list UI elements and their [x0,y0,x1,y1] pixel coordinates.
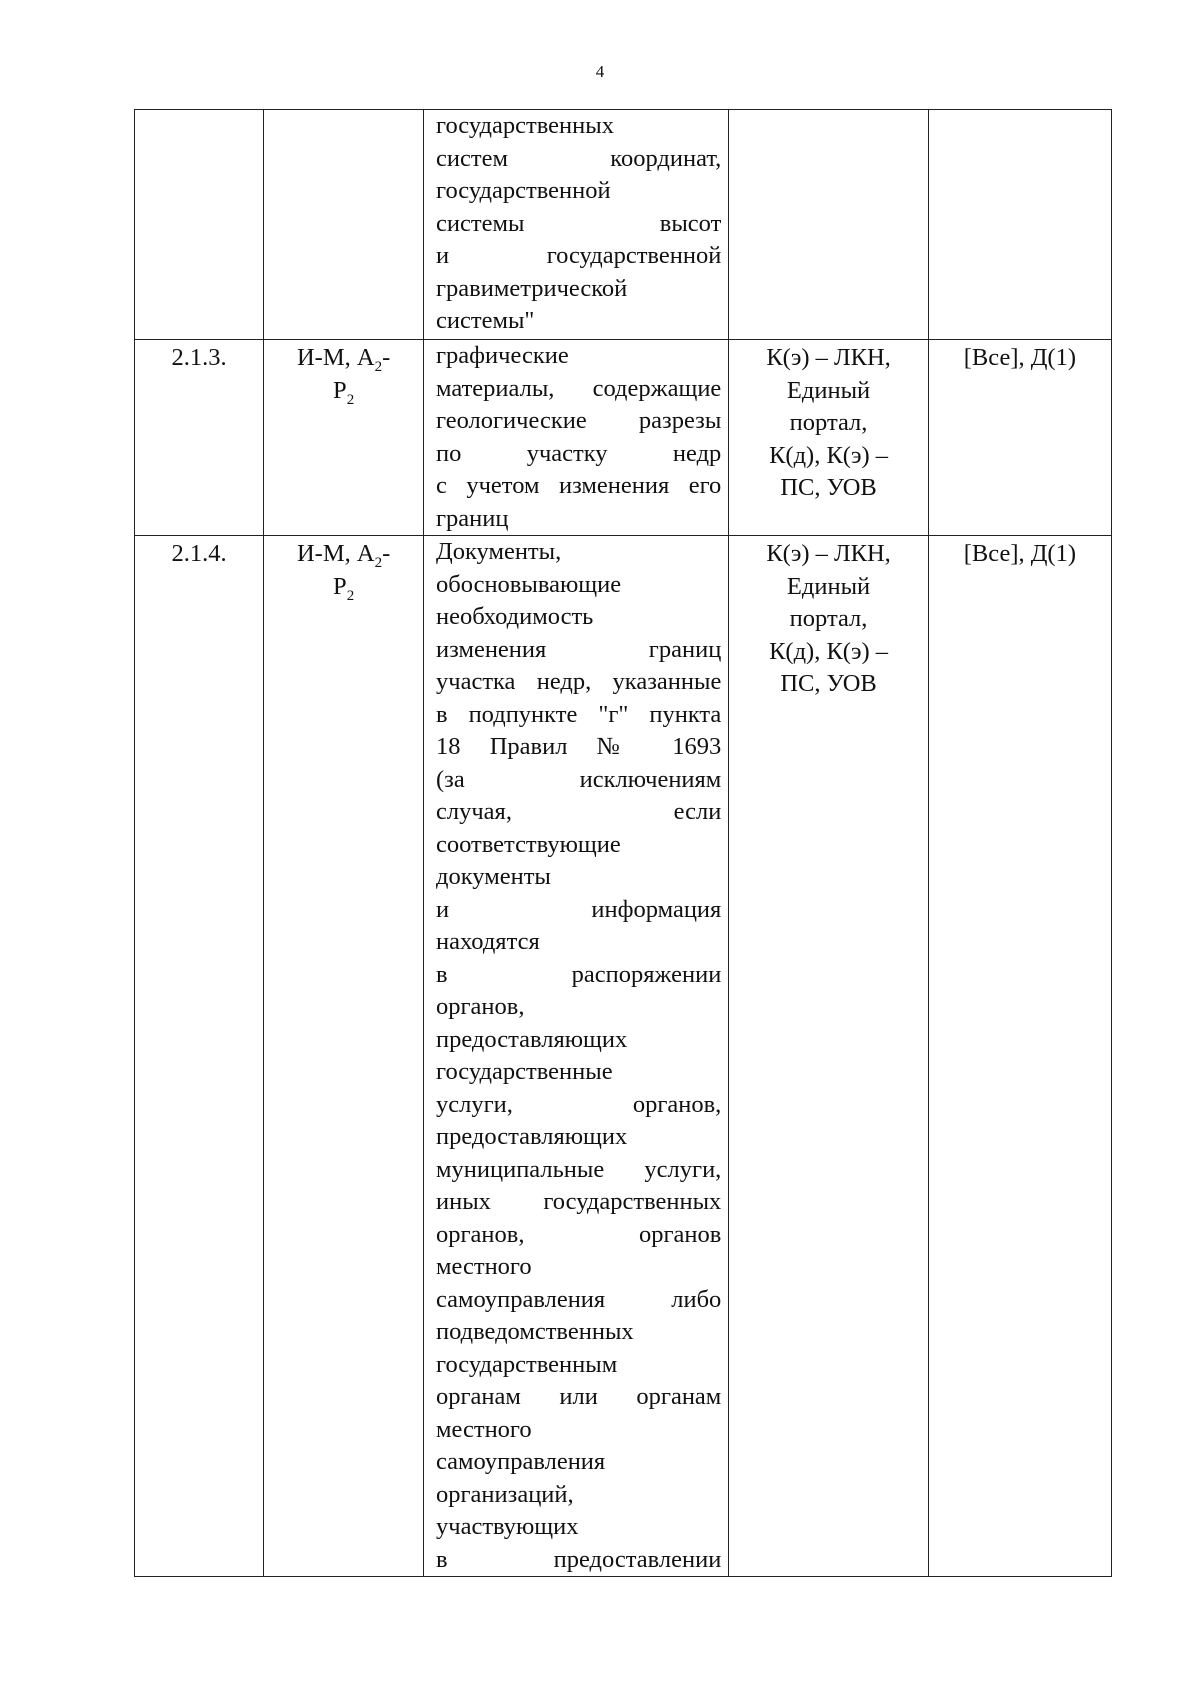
description-line: местного [436,1253,532,1280]
item-number-cell [135,340,264,536]
description-line: в подпункте "г" пункта [436,700,722,728]
item-number-cell [135,110,264,340]
description-line: органов, [436,993,525,1020]
page-number: 4 [595,62,605,81]
description-line: по участку недр [436,439,722,467]
code-text: Р [333,572,347,600]
notes-cell [928,536,1111,1577]
description-cell [424,340,729,536]
description-line: системы высот [436,209,722,237]
code-line-1 [264,340,423,375]
code-subscript: 2 [346,587,355,604]
description-line: Документы, [436,538,562,565]
description-line: услуги, органов, [436,1090,722,1118]
description-cell [424,536,729,1577]
description-line: участвующих [436,1513,579,1540]
description-cell [424,110,729,340]
sources-cell [729,110,928,340]
table-body [135,110,1112,1577]
description-line: предоставляющих [436,1123,628,1150]
description-line: документы [436,863,551,890]
description-line: в предоставлении [436,1545,722,1573]
description-line: государственной [436,177,611,204]
description-line: с учетом изменения его [436,472,722,499]
description-line: государственным [436,1350,618,1378]
description-line: необходимость [436,603,594,630]
notes-text: [Все], Д(1) [963,540,1077,567]
description-line: 18 Правил № 1693 [436,733,722,760]
code-line-2 [264,375,423,408]
code-text: И-М, А [296,344,375,371]
description-line: самоуправления [436,1448,606,1475]
code-text: И-М, А [296,540,375,567]
item-number [135,110,263,112]
code-line-2 [264,571,423,604]
description-line: находятся [436,928,540,955]
description-line: соответствующие [436,830,621,858]
description-line: и государственной [436,242,722,269]
description-line: графические [436,342,569,369]
description-line: участка недр, указанные [436,668,722,695]
sources-text: К(э) – ЛКН, Единый портал, К(д), К(э) – ПС, УОВ [766,344,891,501]
code-tail: - [382,344,391,371]
sources-text [729,110,927,112]
sources-cell [729,536,928,1577]
item-number: 2.1.3. [171,344,227,371]
description-line: случая, если [436,798,722,825]
description-line: предоставляющих [436,1025,628,1053]
code-subscript: 2 [374,358,383,375]
description-line: системы" [436,307,535,334]
item-number-cell [135,536,264,1577]
description-line: гравиметрической [436,274,628,302]
code-cell [264,536,424,1577]
description-line: муниципальные услуги, [436,1155,722,1183]
description-line: обосновывающие [436,570,622,598]
description-line: государственных [436,112,614,139]
item-number: 2.1.4. [171,540,227,567]
description-line: самоуправления либо [436,1285,722,1313]
table-row [135,340,1112,536]
table-row [135,110,1112,340]
description-line: иных государственных [436,1188,722,1215]
description-line: органов, органов [436,1220,722,1248]
notes-cell [928,340,1111,536]
code-tail: - [382,540,391,567]
notes-text [929,110,1111,112]
description-line: и информация [436,895,722,923]
notes-cell [928,110,1111,340]
description-line: систем координат, [436,144,722,172]
requirements-table [134,109,1112,1577]
description-line: границ [436,504,509,532]
description-line: подведомственных [436,1318,634,1345]
description-line: в распоряжении [436,960,722,988]
description-line: материалы, содержащие [436,374,722,402]
code-line-1 [264,536,423,571]
sources-cell [729,340,928,536]
description-line: государственные [436,1058,613,1085]
code-cell [264,110,424,340]
code-cell [264,340,424,536]
sources-text: К(э) – ЛКН, Единый портал, К(д), К(э) – ПС, УОВ [766,540,891,697]
code-subscript: 2 [346,391,355,408]
description-line: местного [436,1415,532,1443]
description-line: (за исключениям [436,765,722,793]
description-line: организаций, [436,1480,574,1508]
code-text: Р [333,376,347,404]
code-subscript: 2 [374,554,383,571]
notes-text: [Все], Д(1) [963,344,1077,371]
description-line: геологические разрезы [436,407,722,434]
table-row [135,536,1112,1577]
description-line: изменения границ [436,635,722,663]
description-line: органам или органам [436,1383,722,1410]
